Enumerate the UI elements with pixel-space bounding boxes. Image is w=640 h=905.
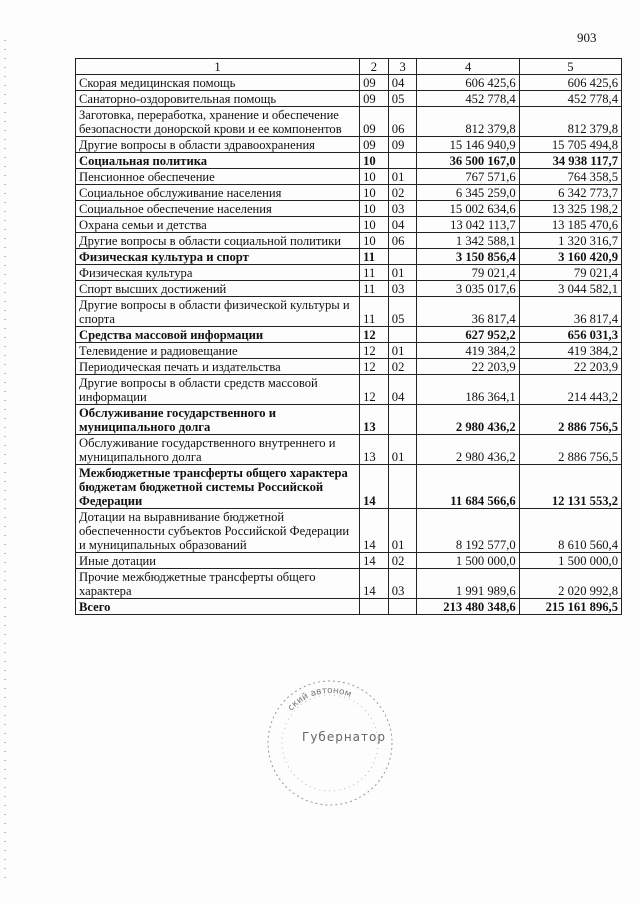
subsection-code-cell: 01: [388, 343, 417, 359]
row-name-cell: Иные дотации: [76, 553, 360, 569]
table-row: [76, 599, 622, 615]
amount-year1-cell: 1 500 000,0: [417, 553, 519, 569]
row-name-cell: Другие вопросы в области средств массовой информации: [76, 375, 360, 405]
amount-year2-cell: 36 817,4: [519, 297, 621, 327]
section-code-cell: 12: [360, 327, 389, 343]
subsection-code-cell: [388, 599, 417, 615]
row-name-cell: Межбюджетные трансферты общего характера бюджетам бюджетной системы Российской Федерации: [76, 465, 360, 509]
amount-year2-cell: 6 342 773,7: [519, 185, 621, 201]
table-row: [76, 509, 622, 553]
subsection-code-cell: [388, 249, 417, 265]
subsection-code-cell: 04: [388, 75, 417, 91]
amount-year2-cell: 3 160 420,9: [519, 249, 621, 265]
section-code-cell: 09: [360, 107, 389, 137]
row-name-cell: Дотации на выравнивание бюджетной обеспеченности субъектов Российской Федерации и муниципальных образований: [76, 509, 360, 553]
section-code-cell: 12: [360, 359, 389, 375]
table-row: [76, 297, 622, 327]
table-row: [76, 343, 622, 359]
amount-year2-cell: 656 031,3: [519, 327, 621, 343]
amount-year2-cell: 2 886 756,5: [519, 405, 621, 435]
amount-year2-cell: 214 443,2: [519, 375, 621, 405]
stamp-arc-text: ский автоном: [286, 685, 353, 714]
row-name-cell: Обслуживание государственного внутреннего и муниципального долга: [76, 435, 360, 465]
section-code-cell: 10: [360, 201, 389, 217]
column-header-4: 4: [417, 59, 519, 75]
amount-year2-cell: 419 384,2: [519, 343, 621, 359]
subsection-code-cell: 04: [388, 217, 417, 233]
subsection-code-cell: 06: [388, 107, 417, 137]
amount-year2-cell: 13 185 470,6: [519, 217, 621, 233]
table-row: [76, 405, 622, 435]
row-name-cell: Скорая медицинская помощь: [76, 75, 360, 91]
row-name-cell: Социальная политика: [76, 153, 360, 169]
section-code-cell: 10: [360, 153, 389, 169]
table-row: [76, 249, 622, 265]
amount-year1-cell: 6 345 259,0: [417, 185, 519, 201]
amount-year2-cell: 2 886 756,5: [519, 435, 621, 465]
table-row: [76, 435, 622, 465]
amount-year2-cell: 79 021,4: [519, 265, 621, 281]
subsection-code-cell: 04: [388, 375, 417, 405]
table-row: [76, 359, 622, 375]
amount-year2-cell: 13 325 198,2: [519, 201, 621, 217]
row-name-cell: Всего: [76, 599, 360, 615]
section-code-cell: 10: [360, 169, 389, 185]
amount-year2-cell: 215 161 896,5: [519, 599, 621, 615]
subsection-code-cell: [388, 465, 417, 509]
section-code-cell: 11: [360, 249, 389, 265]
subsection-code-cell: 02: [388, 185, 417, 201]
subsection-code-cell: 05: [388, 91, 417, 107]
table-row: [76, 201, 622, 217]
subsection-code-cell: 01: [388, 169, 417, 185]
amount-year1-cell: 419 384,2: [417, 343, 519, 359]
amount-year1-cell: 3 035 017,6: [417, 281, 519, 297]
row-name-cell: Физическая культура и спорт: [76, 249, 360, 265]
section-code-cell: 09: [360, 91, 389, 107]
amount-year2-cell: 12 131 553,2: [519, 465, 621, 509]
table-row: [76, 137, 622, 153]
amount-year2-cell: 15 705 494,8: [519, 137, 621, 153]
amount-year1-cell: 606 425,6: [417, 75, 519, 91]
amount-year1-cell: 627 952,2: [417, 327, 519, 343]
subsection-code-cell: 03: [388, 281, 417, 297]
amount-year2-cell: 764 358,5: [519, 169, 621, 185]
amount-year1-cell: 213 480 348,6: [417, 599, 519, 615]
budget-table: [75, 58, 622, 615]
amount-year1-cell: 36 500 167,0: [417, 153, 519, 169]
amount-year1-cell: 15 002 634,6: [417, 201, 519, 217]
amount-year1-cell: 812 379,8: [417, 107, 519, 137]
stamp-governor-text: Губернатор: [302, 730, 386, 744]
subsection-code-cell: [388, 405, 417, 435]
section-code-cell: 10: [360, 233, 389, 249]
section-code-cell: 10: [360, 217, 389, 233]
row-name-cell: Физическая культура: [76, 265, 360, 281]
amount-year1-cell: 452 778,4: [417, 91, 519, 107]
amount-year1-cell: 767 571,6: [417, 169, 519, 185]
amount-year2-cell: 22 203,9: [519, 359, 621, 375]
subsection-code-cell: 03: [388, 201, 417, 217]
section-code-cell: 14: [360, 569, 389, 599]
section-code-cell: 13: [360, 405, 389, 435]
section-code-cell: 10: [360, 185, 389, 201]
subsection-code-cell: 01: [388, 435, 417, 465]
table-row: [76, 375, 622, 405]
table-row: [76, 185, 622, 201]
row-name-cell: Охрана семьи и детства: [76, 217, 360, 233]
amount-year2-cell: 3 044 582,1: [519, 281, 621, 297]
section-code-cell: 14: [360, 553, 389, 569]
subsection-code-cell: 02: [388, 359, 417, 375]
scan-edge-marks: [4, 40, 6, 880]
amount-year1-cell: 2 980 436,2: [417, 405, 519, 435]
subsection-code-cell: 02: [388, 553, 417, 569]
table-header-row: [76, 59, 622, 75]
row-name-cell: Пенсионное обеспечение: [76, 169, 360, 185]
table-row: [76, 265, 622, 281]
section-code-cell: 11: [360, 281, 389, 297]
amount-year2-cell: 606 425,6: [519, 75, 621, 91]
row-name-cell: Спорт высших достижений: [76, 281, 360, 297]
row-name-cell: Социальное обеспечение населения: [76, 201, 360, 217]
row-name-cell: Периодическая печать и издательства: [76, 359, 360, 375]
row-name-cell: Санаторно-оздоровительная помощь: [76, 91, 360, 107]
table-row: [76, 75, 622, 91]
amount-year1-cell: 2 980 436,2: [417, 435, 519, 465]
section-code-cell: 14: [360, 465, 389, 509]
subsection-code-cell: 01: [388, 265, 417, 281]
table-row: [76, 327, 622, 343]
subsection-code-cell: [388, 153, 417, 169]
section-code-cell: 12: [360, 343, 389, 359]
amount-year1-cell: 3 150 856,4: [417, 249, 519, 265]
amount-year1-cell: 15 146 940,9: [417, 137, 519, 153]
section-code-cell: 11: [360, 265, 389, 281]
section-code-cell: 09: [360, 137, 389, 153]
subsection-code-cell: [388, 327, 417, 343]
table-row: [76, 569, 622, 599]
row-name-cell: Другие вопросы в области социальной политики: [76, 233, 360, 249]
amount-year1-cell: 22 203,9: [417, 359, 519, 375]
row-name-cell: Социальное обслуживание населения: [76, 185, 360, 201]
amount-year1-cell: 1 991 989,6: [417, 569, 519, 599]
row-name-cell: Другие вопросы в области здравоохранения: [76, 137, 360, 153]
row-name-cell: Другие вопросы в области физической культуры и спорта: [76, 297, 360, 327]
amount-year2-cell: 1 500 000,0: [519, 553, 621, 569]
column-header-3: 3: [388, 59, 417, 75]
section-code-cell: 14: [360, 509, 389, 553]
amount-year1-cell: 79 021,4: [417, 265, 519, 281]
subsection-code-cell: 03: [388, 569, 417, 599]
section-code-cell: 09: [360, 75, 389, 91]
column-header-2: 2: [360, 59, 389, 75]
table-row: [76, 153, 622, 169]
table-row: [76, 91, 622, 107]
table-row: [76, 465, 622, 509]
row-name-cell: Телевидение и радиовещание: [76, 343, 360, 359]
row-name-cell: Прочие межбюджетные трансферты общего характера: [76, 569, 360, 599]
table-row: [76, 281, 622, 297]
table-row: [76, 169, 622, 185]
amount-year1-cell: 13 042 113,7: [417, 217, 519, 233]
column-header-1: 1: [76, 59, 360, 75]
subsection-code-cell: 09: [388, 137, 417, 153]
amount-year1-cell: 8 192 577,0: [417, 509, 519, 553]
amount-year1-cell: 11 684 566,6: [417, 465, 519, 509]
budget-table-body: [76, 59, 622, 615]
table-row: [76, 233, 622, 249]
amount-year1-cell: 36 817,4: [417, 297, 519, 327]
row-name-cell: Заготовка, переработка, хранение и обеспечение безопасности донорской крови и ее компонентов: [76, 107, 360, 137]
amount-year2-cell: 812 379,8: [519, 107, 621, 137]
subsection-code-cell: 01: [388, 509, 417, 553]
subsection-code-cell: 06: [388, 233, 417, 249]
amount-year1-cell: 186 364,1: [417, 375, 519, 405]
table-row: [76, 553, 622, 569]
amount-year1-cell: 1 342 588,1: [417, 233, 519, 249]
column-header-5: 5: [519, 59, 621, 75]
section-code-cell: 13: [360, 435, 389, 465]
subsection-code-cell: 05: [388, 297, 417, 327]
row-name-cell: Обслуживание государственного и муниципального долга: [76, 405, 360, 435]
table-row: [76, 217, 622, 233]
amount-year2-cell: 8 610 560,4: [519, 509, 621, 553]
section-code-cell: 11: [360, 297, 389, 327]
amount-year2-cell: 2 020 992,8: [519, 569, 621, 599]
section-code-cell: [360, 599, 389, 615]
section-code-cell: 12: [360, 375, 389, 405]
table-row: [76, 107, 622, 137]
amount-year2-cell: 34 938 117,7: [519, 153, 621, 169]
page-number: 903: [577, 30, 597, 45]
row-name-cell: Средства массовой информации: [76, 327, 360, 343]
amount-year2-cell: 452 778,4: [519, 91, 621, 107]
amount-year2-cell: 1 320 316,7: [519, 233, 621, 249]
